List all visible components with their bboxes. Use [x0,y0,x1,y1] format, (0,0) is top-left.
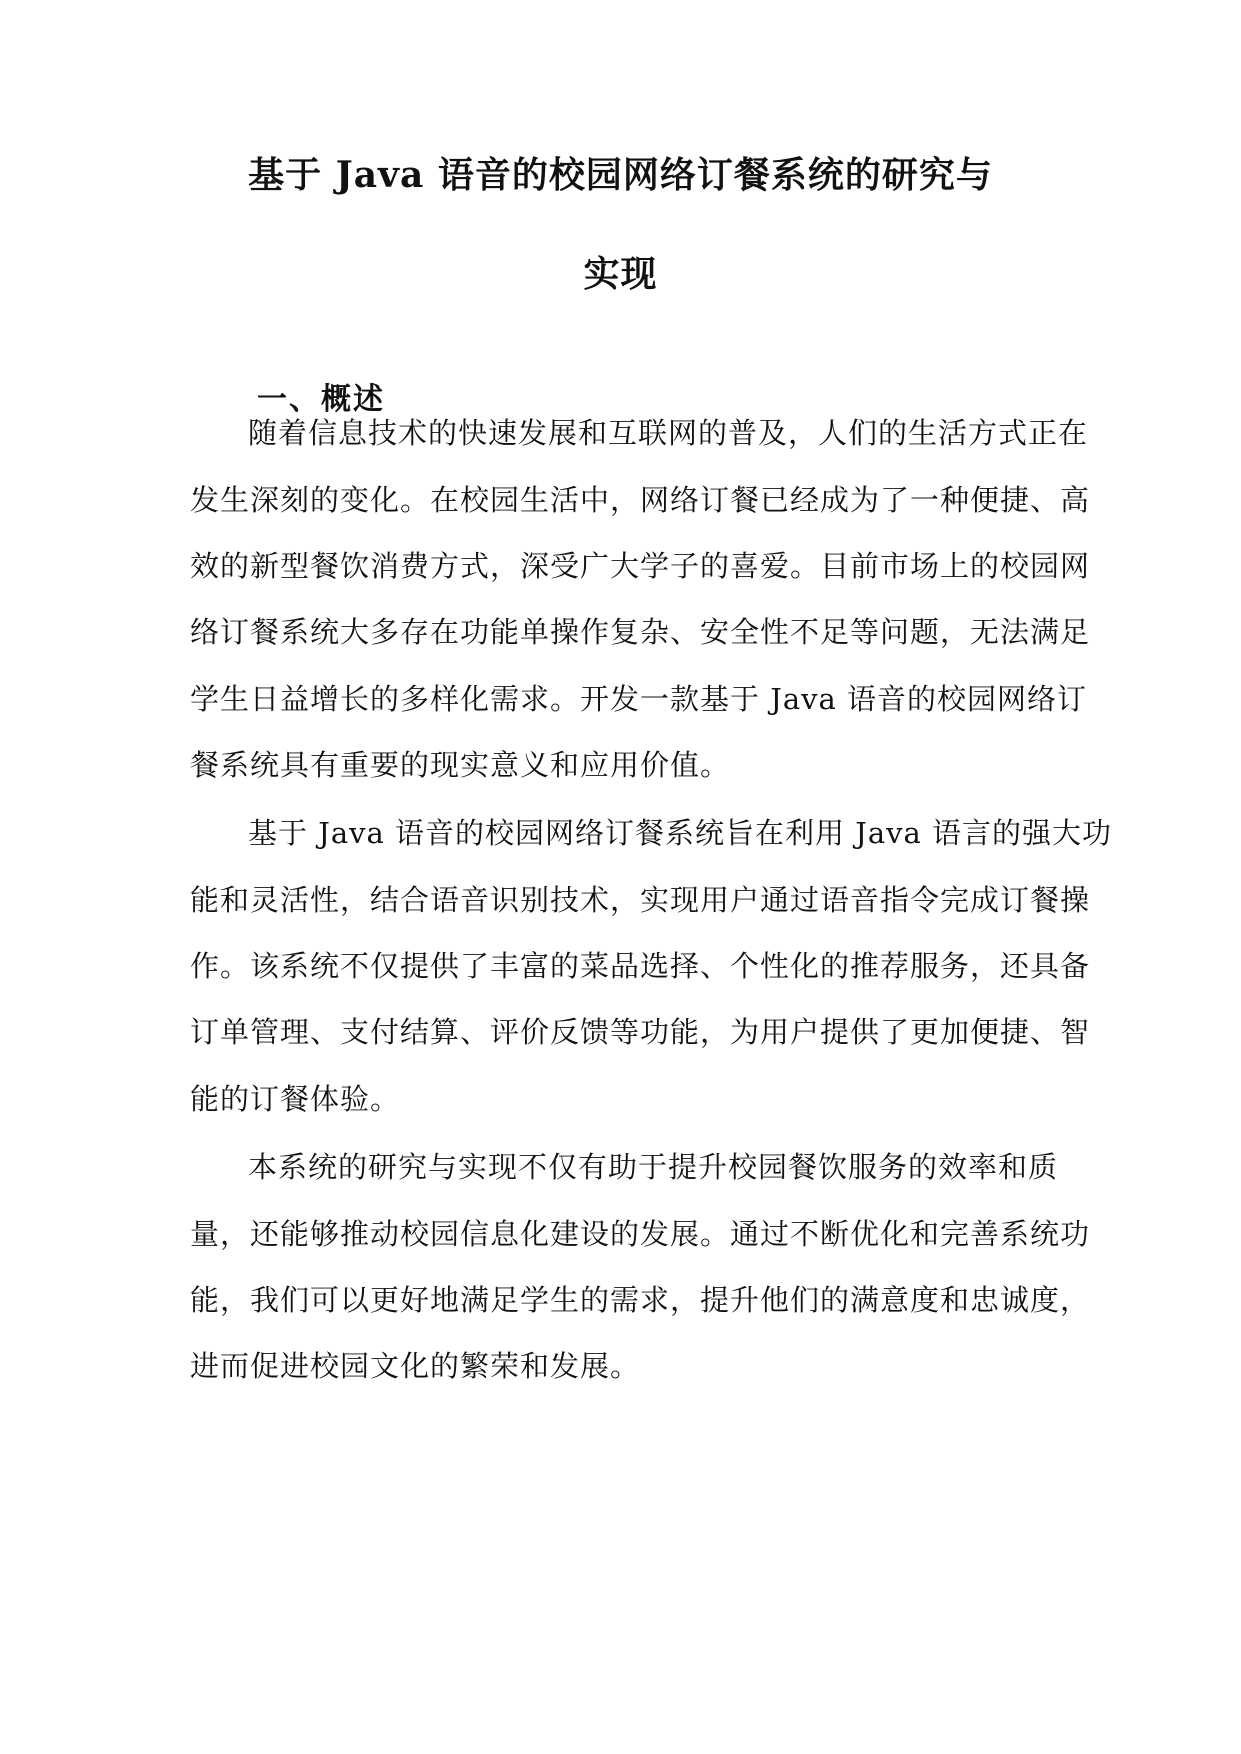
paragraph-2-line: 订单管理、支付结算、评价反馈等功能，为用户提供了更加便捷、智 [190,1015,1091,1049]
paragraph-3-line: 进而促进校园文化的繁荣和发展。 [190,1349,641,1383]
document-title-line-1: 基于 Java 语音的校园网络订餐系统的研究与 [248,154,993,196]
paragraph-2-line: 能的订餐体验。 [190,1082,401,1116]
paragraph-2-line: 基于 Java 语音的校园网络订餐系统旨在利用 Java 语言的强大功 [248,816,1113,850]
paragraph-3-line: 量，还能够推动校园信息化建设的发展。通过不断优化和完善系统功 [190,1217,1091,1251]
paragraph-1-line: 随着信息技术的快速发展和互联网的普及，人们的生活方式正在 [248,416,1089,450]
paragraph-1-line: 发生深刻的变化。在校园生活中，网络订餐已经成为了一种便捷、高 [190,483,1091,517]
paragraph-2-line: 作。该系统不仅提供了丰富的菜品选择、个性化的推荐服务，还具备 [190,949,1091,983]
paragraph-3-line: 能，我们可以更好地满足学生的需求，提升他们的满意度和忠诚度， [190,1283,1091,1317]
paragraph-1-line: 学生日益增长的多样化需求。开发一款基于 Java 语音的校园网络订 [190,682,1088,716]
paragraph-1-line: 效的新型餐饮消费方式，深受广大学子的喜爱。目前市场上的校园网 [190,549,1091,583]
document-title-line-2: 实现 [583,253,658,295]
paragraph-1-line: 络订餐系统大多存在功能单操作复杂、安全性不足等问题，无法满足 [190,615,1091,649]
paragraph-2-line: 能和灵活性，结合语音识别技术，实现用户通过语音指令完成订餐操 [190,883,1091,917]
paragraph-3-line: 本系统的研究与实现不仅有助于提升校园餐饮服务的效率和质 [248,1150,1059,1184]
paragraph-1-line: 餐系统具有重要的现实意义和应用价值。 [190,748,731,782]
section-heading: 一、概述 [257,382,385,417]
